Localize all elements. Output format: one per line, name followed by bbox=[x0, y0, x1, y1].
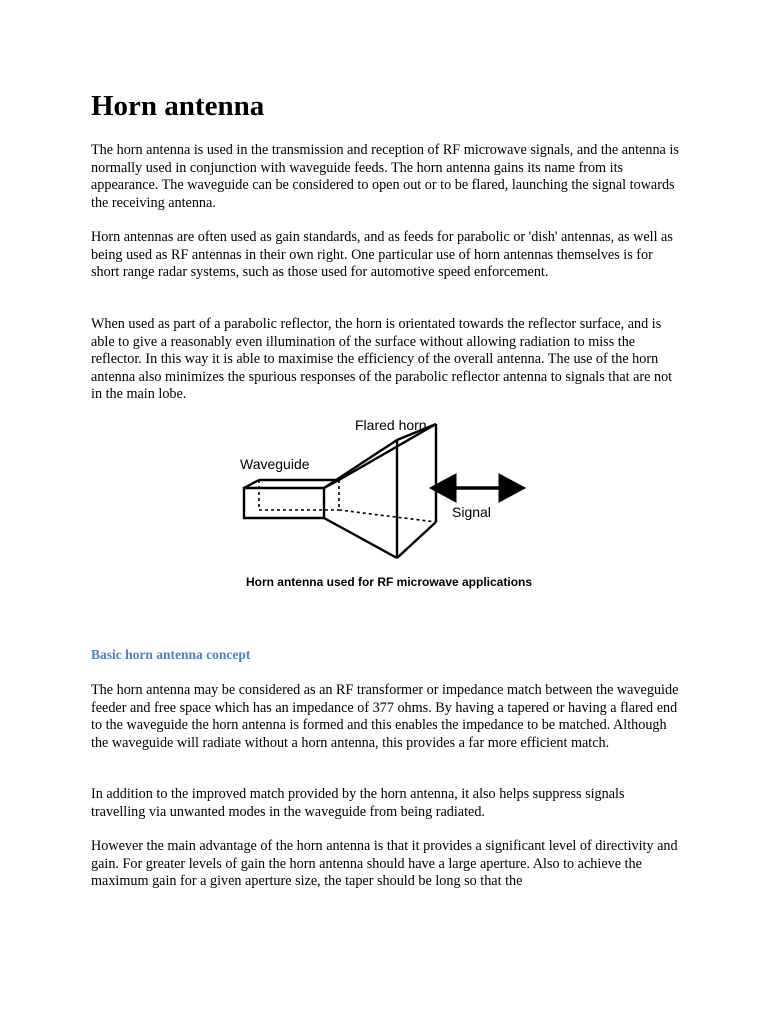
figure-caption bbox=[91, 574, 681, 590]
horn-antenna-diagram bbox=[240, 410, 540, 570]
paragraph-gain-standards: Horn antennas are often used as gain standards, and as feeds for parabolic or 'dish' antennas, as well as being used as RF antennas in their own right. One particular use of horn antennas themselves is for short range radar systems, such as those used for automotive speed enforcement. bbox=[91, 229, 673, 280]
horn-hidden-edge bbox=[339, 510, 436, 522]
label-signal: Signal bbox=[452, 504, 491, 520]
paragraph-parabolic-reflector: When used as part of a parabolic reflector, the horn is orientated towards the reflector surface, and is able to give a reasonably even illumination of the surface without allowing radiation to miss the reflector. In this way it is able to maximise the efficiency of the overall antenna. The use of the horn antenna also minimizes the spurious responses of the parabolic reflector antenna to signals that are not in the main lobe. bbox=[91, 316, 673, 402]
paragraph-directivity-gain: However the main advantage of the horn antenna is that it provides a significant level of directivity and gain. For greater levels of gain the horn antenna should have a large aperture. Also to achieve the maximum gain for a given aperture size, the taper should be long so that the bbox=[91, 838, 678, 889]
page-title: Horn antenna bbox=[91, 90, 265, 122]
label-waveguide: Waveguide bbox=[240, 456, 310, 472]
waveguide-drawing bbox=[244, 480, 339, 518]
horn-upper-left-edge bbox=[324, 440, 397, 488]
paragraph-intro: The horn antenna is used in the transmission and reception of RF microwave signals, and the antenna is normally used in conjunction with waveguide feeds. The horn antenna gains its name from its appearance. The waveguide can be considered to open out or to be flared, launching the signal towards the receiving antenna. bbox=[91, 142, 679, 211]
paragraph-unwanted-modes: In addition to the improved match provided by the horn antenna, it also helps suppress signals travelling via unwanted modes in the waveguide from being radiated. bbox=[91, 786, 625, 820]
figure-caption-text: Horn antenna used for RF microwave applications bbox=[245, 575, 533, 589]
horn-bottom-edge bbox=[324, 518, 397, 558]
label-flared-horn: Flared horn bbox=[355, 417, 427, 433]
signal-arrow-icon bbox=[430, 474, 525, 502]
flared-horn-drawing bbox=[324, 424, 436, 558]
horn-aperture-bottom bbox=[397, 522, 436, 558]
waveguide-front-face bbox=[244, 488, 324, 518]
paragraph-impedance-match: The horn antenna may be considered as an RF transformer or impedance match between the waveguide feeder and free space which has an impedance of 377 ohms. By having a tapered or having a flared end to the waveguide the horn antenna is formed and this enables the impedance to be matched. Although the waveguide will radiate without a horn antenna, this provides a far more efficient match. bbox=[91, 682, 679, 751]
section-heading: Basic horn antenna concept bbox=[91, 647, 251, 662]
waveguide-top-left-edge bbox=[244, 480, 259, 488]
